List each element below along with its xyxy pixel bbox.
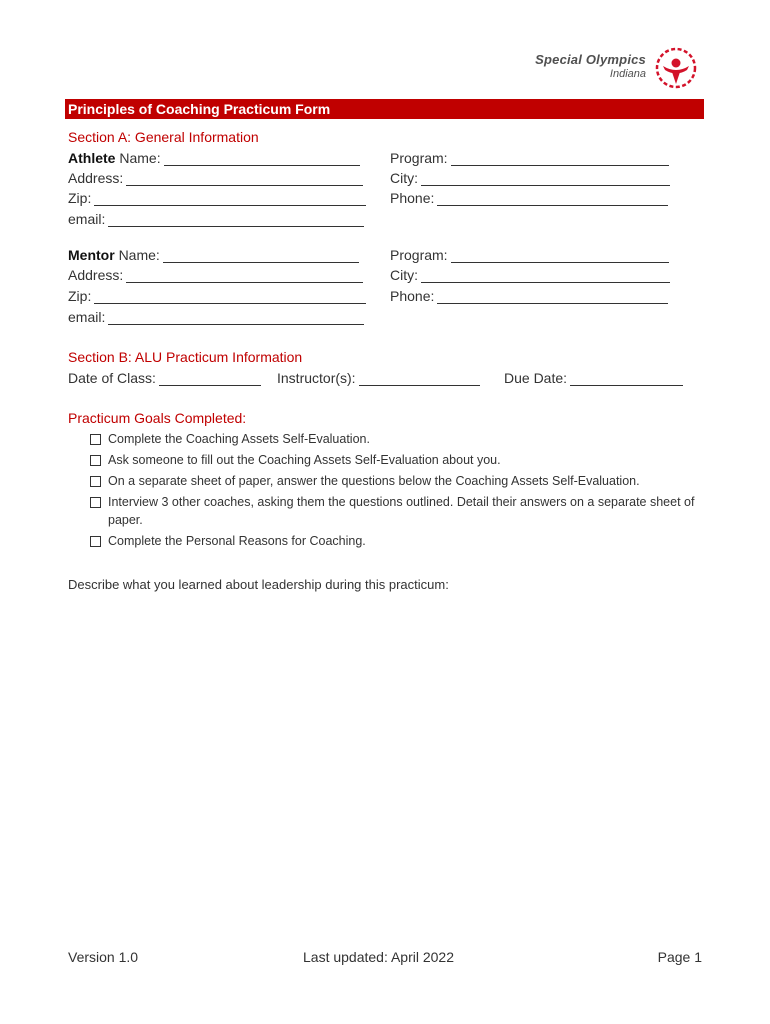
due-date-field[interactable] xyxy=(504,370,683,386)
checkbox-icon[interactable] xyxy=(90,434,101,445)
goals-heading: Practicum Goals Completed: xyxy=(68,410,247,426)
email-label: email: xyxy=(68,309,106,325)
date-of-class-field[interactable] xyxy=(68,370,261,386)
due-date-label: Due Date: xyxy=(504,370,568,386)
mentor-program-line[interactable] xyxy=(451,248,669,263)
program-label: Program: xyxy=(390,150,448,166)
athlete-program-line[interactable] xyxy=(451,151,669,166)
mentor-address-field[interactable] xyxy=(68,267,363,283)
footer-version: Version 1.0 xyxy=(68,949,139,965)
phone-label: Phone: xyxy=(390,288,435,304)
goal-item[interactable]: Complete the Personal Reasons for Coaching. xyxy=(90,532,700,550)
athlete-city-field[interactable] xyxy=(390,170,670,186)
mentor-zip-line[interactable] xyxy=(94,289,366,304)
phone-label: Phone: xyxy=(390,190,435,206)
athlete-address-field[interactable] xyxy=(68,170,363,186)
athlete-zip-line[interactable] xyxy=(94,191,366,206)
instructors-line[interactable] xyxy=(359,371,480,386)
zip-label: Zip: xyxy=(68,190,92,206)
goal-item[interactable]: On a separate sheet of paper, answer the questions below the Coaching Assets Self-Evaluation. xyxy=(90,472,700,490)
footer-updated: Last updated: April 2022 xyxy=(303,949,455,965)
mentor-label: Mentor xyxy=(68,247,115,263)
athlete-email-line[interactable] xyxy=(108,212,364,227)
mentor-name-field[interactable] xyxy=(68,247,359,263)
logo-subtitle: Indiana xyxy=(609,68,646,80)
athlete-city-line[interactable] xyxy=(421,171,670,186)
goal-item[interactable]: Ask someone to fill out the Coaching Assets Self-Evaluation about you. xyxy=(90,451,700,469)
athlete-zip-field[interactable] xyxy=(68,190,366,206)
name-label: Name: xyxy=(119,150,161,166)
mentor-zip-field[interactable] xyxy=(68,288,366,304)
name-label: Name: xyxy=(118,247,160,263)
checkbox-icon[interactable] xyxy=(90,536,101,547)
city-label: City: xyxy=(390,267,418,283)
zip-label: Zip: xyxy=(68,288,92,304)
athlete-program-field[interactable] xyxy=(390,150,669,166)
date-of-class-line[interactable] xyxy=(159,371,261,386)
footer-page: Page 1 xyxy=(657,949,702,965)
address-label: Address: xyxy=(68,170,124,186)
goal-item[interactable]: Complete the Coaching Assets Self-Evaluation. xyxy=(90,430,700,448)
due-date-line[interactable] xyxy=(570,371,683,386)
address-label: Address: xyxy=(68,267,124,283)
form-title: Principles of Coaching Practicum Form xyxy=(65,99,704,119)
email-label: email: xyxy=(68,211,106,227)
checkbox-icon[interactable] xyxy=(90,497,101,508)
describe-prompt: Describe what you learned about leadership during this practicum: xyxy=(68,577,449,592)
athlete-email-field[interactable] xyxy=(68,211,364,227)
section-a-heading: Section A: General Information xyxy=(68,129,259,145)
checkbox-icon[interactable] xyxy=(90,476,101,487)
mentor-phone-field[interactable] xyxy=(390,288,668,304)
logo-title: Special Olympics xyxy=(535,52,646,67)
mentor-email-field[interactable] xyxy=(68,309,364,325)
date-of-class-label: Date of Class: xyxy=(68,370,156,386)
athlete-label: Athlete xyxy=(68,150,116,166)
mentor-email-line[interactable] xyxy=(108,310,364,325)
athlete-phone-field[interactable] xyxy=(390,190,668,206)
instructors-label: Instructor(s): xyxy=(277,370,356,386)
goal-item[interactable]: Interview 3 other coaches, asking them the questions outlined. Detail their answers on a separate sheet of paper. xyxy=(90,493,700,529)
mentor-program-field[interactable] xyxy=(390,247,669,263)
athlete-phone-line[interactable] xyxy=(437,191,668,206)
mentor-address-line[interactable] xyxy=(126,268,363,283)
special-olympics-emblem-icon xyxy=(652,44,700,92)
special-olympics-logo xyxy=(516,44,702,92)
checkbox-icon[interactable] xyxy=(90,455,101,466)
section-b-heading: Section B: ALU Practicum Information xyxy=(68,349,303,365)
mentor-city-line[interactable] xyxy=(421,268,670,283)
program-label: Program: xyxy=(390,247,448,263)
mentor-city-field[interactable] xyxy=(390,267,670,283)
athlete-name-field[interactable] xyxy=(68,150,360,166)
goals-list xyxy=(90,430,700,553)
mentor-name-line[interactable] xyxy=(163,248,359,263)
city-label: City: xyxy=(390,170,418,186)
mentor-phone-line[interactable] xyxy=(437,289,668,304)
athlete-name-line[interactable] xyxy=(164,151,360,166)
athlete-address-line[interactable] xyxy=(126,171,363,186)
instructors-field[interactable] xyxy=(277,370,480,386)
